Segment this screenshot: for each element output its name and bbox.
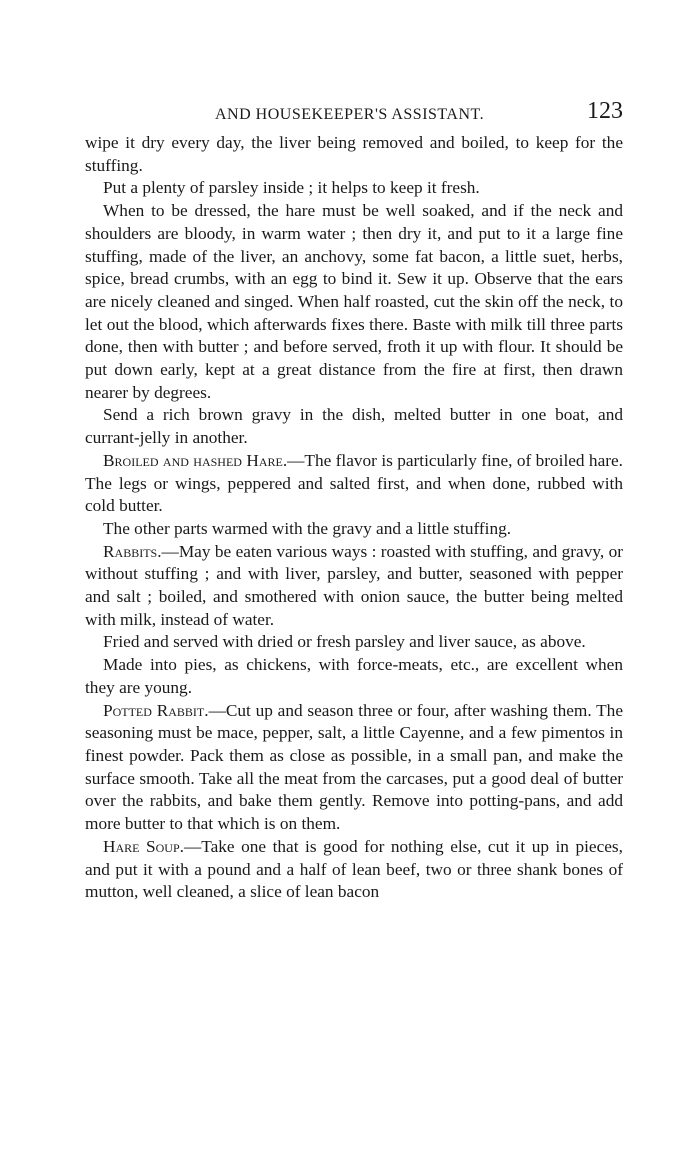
body-text [85,132,623,904]
page-number: 123 [587,98,623,124]
section-heading: Potted Rabbit. [103,700,209,720]
section-heading: Hare Soup. [103,836,184,856]
paragraph-text: —Take one that is good for nothing else, cut it up in pieces, and put it with a pound and a half of lean beef, two or three shank bones of mutton, well cleaned, a slice of lean bacon [85,836,623,902]
paragraph-text: —The flavor is particularly fine, of broiled hare. The legs or wings, peppered and salted first, and when done, rubbed with cold butter. [85,450,623,516]
paragraph [85,177,623,200]
paragraph [85,450,623,518]
section-heading: Rabbits. [103,541,162,561]
section-heading: Broiled and hashed Hare. [103,450,288,470]
running-head [85,98,623,132]
paragraph-text: Send a rich brown gravy in the dish, melted butter in one boat, and currant-jelly in another. [85,405,623,448]
paragraph [85,631,623,654]
paragraph-text: Put a plenty of parsley inside ; it helps to keep it fresh. [103,178,480,198]
paragraph [85,132,623,177]
paragraph-text: Made into pies, as chickens, with force-meats, etc., are excellent when they are young. [85,655,623,697]
paragraph-text: Fried and served with dried or fresh parsley and liver sauce, as above. [103,632,586,652]
paragraph [85,200,623,404]
book-page [85,98,623,904]
paragraph-text: When to be dressed, the hare must be well soaked, and if the neck and shoulders are bloody, in warm water ; then dry it, and put to it a large fine stuffing, made of the liver, an anchovy, some fat bacon, a little suet, herbs, spice, bread crumbs, with an egg to bind it. Sew it up. Observe that the ears are nicely cleaned and singed. When half roasted, cut the skin off the neck, to let out the blood, which afterwards fixes there. Baste with milk till three parts done, then with butter ; and before served, froth it up with flour. It should be put down early, kept at a great distance from the fire at first, then drawn nearer by degrees. [85,201,623,402]
paragraph [85,541,623,632]
paragraph [85,654,623,699]
paragraph-text: wipe it dry every day, the liver being removed and boiled, to keep for the stuffing. [85,133,623,175]
paragraph-text: —May be eaten various ways : roasted with stuffing, and gravy, or without stuffing ; and with liver, parsley, and butter, seasoned with pepper and salt ; boiled, and smothered with onion sauce, the butter being melted with milk, instead of water. [85,541,623,629]
running-title: AND HOUSEKEEPER'S ASSISTANT. [215,106,485,123]
paragraph-text: —Cut up and season three or four, after washing them. The seasoning must be mace, pepper, salt, a little Cayenne, and a few pimentos in finest powder. Pack them as close as possible, in a small pan, and make the surface smooth. Take all the meat from the carcases, put a good deal of butter over the rabbits, and bake them gently. Remove into potting-pans, and add more butter to that which is on them. [85,700,623,834]
paragraph [85,404,623,449]
paragraph [85,836,623,904]
paragraph [85,518,623,541]
paragraph-text: The other parts warmed with the gravy and a little stuffing. [103,518,512,538]
paragraph [85,700,623,836]
